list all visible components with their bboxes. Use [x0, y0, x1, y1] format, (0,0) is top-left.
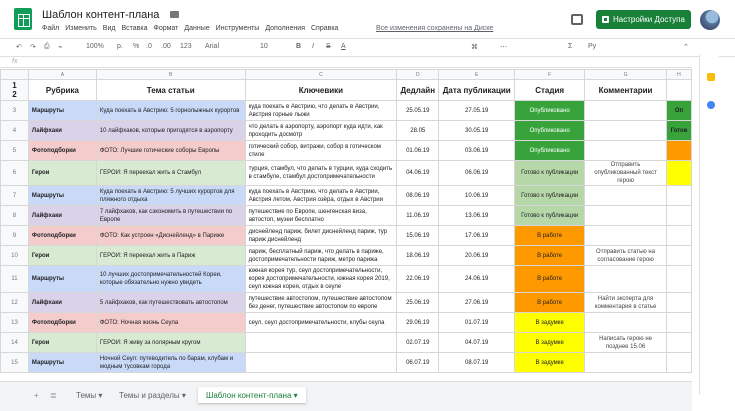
row-number-cell[interactable]: 6	[1, 161, 29, 186]
keywords-cell[interactable]: париж, бесплатный париж, что делать в париже, достопримечательности париж, метро парижа	[245, 246, 397, 266]
topic-cell[interactable]: Куда поехать в Австрию: 5 лучших курортов для пляжного отдыха	[96, 186, 245, 206]
share-button[interactable]	[596, 10, 691, 29]
row-number-cell[interactable]: 14	[1, 333, 29, 353]
stage-cell[interactable]: В задумке	[515, 333, 585, 353]
deadline-cell[interactable]: 25.06.19	[397, 293, 439, 313]
column-d-header[interactable]: D	[397, 70, 439, 80]
publication-date-cell[interactable]: 24.06.19	[439, 266, 515, 293]
zoom-select[interactable]: 100%	[86, 43, 104, 50]
topic-cell[interactable]: ФОТО: Лучшие готические соборы Европы	[96, 141, 245, 161]
add-sheet-icon[interactable]: +	[34, 390, 39, 400]
header-deadline[interactable]: Дедлайн	[397, 80, 439, 101]
overflow-cell[interactable]	[666, 266, 691, 293]
column-c-header[interactable]: C	[245, 70, 397, 80]
publication-date-cell[interactable]: 17.06.19	[439, 226, 515, 246]
sheets-logo-icon[interactable]	[14, 8, 32, 30]
rubric-cell[interactable]: Лайфхаки	[28, 121, 96, 141]
header-comments[interactable]: Комментарии	[585, 80, 667, 101]
table-body	[1, 101, 692, 373]
overflow-cell[interactable]	[666, 293, 691, 313]
table-row	[1, 206, 692, 226]
publication-date-cell[interactable]: 03.06.19	[439, 141, 515, 161]
menu-insert[interactable]: Вставка	[121, 25, 148, 32]
stage-cell[interactable]: Готово к публикации	[515, 186, 585, 206]
corner-cell[interactable]	[1, 70, 29, 80]
keep-icon[interactable]	[707, 73, 715, 81]
publication-date-cell[interactable]: 30.05.19	[439, 121, 515, 141]
rubric-cell[interactable]: Герои	[28, 246, 96, 266]
redo-icon[interactable]: ↷	[30, 44, 36, 51]
stage-cell[interactable]: В задумке	[515, 353, 585, 373]
menu-tools[interactable]: Инструменты	[215, 25, 260, 32]
rubric-cell[interactable]: Маршруты	[28, 186, 96, 206]
overflow-cell[interactable]	[666, 141, 691, 161]
topic-cell[interactable]: 7 лайфхаков, как сэкономить в путешествии по Европе	[96, 206, 245, 226]
row-number-cell[interactable]: 11	[1, 266, 29, 293]
menu-view[interactable]: Вид	[102, 25, 116, 32]
deadline-cell[interactable]: 25.05.19	[397, 101, 439, 121]
keywords-cell[interactable]	[245, 353, 397, 373]
decrease-decimal-button[interactable]: .0	[146, 43, 152, 50]
text-color-button[interactable]: A	[341, 43, 346, 50]
publication-date-cell[interactable]: 10.06.19	[439, 186, 515, 206]
comment-cell[interactable]: Отправить статью на согласование герою	[585, 246, 667, 266]
tab-themes-sections[interactable]: Темы и разделы ▾	[119, 390, 186, 400]
lock-icon	[602, 16, 609, 23]
side-panel	[699, 55, 719, 395]
column-b-header[interactable]: B	[96, 70, 245, 80]
keywords-cell[interactable]: диснейленд париж, билет диснейленд париж, тур париж диснейленд	[245, 226, 397, 246]
keywords-cell[interactable]: куда поехать в Австрию, что делать в Австрии, Австрия горные лыжи	[245, 101, 397, 121]
publication-date-cell[interactable]: 27.06.19	[439, 293, 515, 313]
menu-edit[interactable]: Изменить	[65, 25, 97, 32]
comment-cell[interactable]	[585, 186, 667, 206]
row-number-cell[interactable]: 3	[1, 101, 29, 121]
stage-cell[interactable]: В задумке	[515, 313, 585, 333]
comment-cell[interactable]	[585, 206, 667, 226]
tasks-icon[interactable]	[707, 101, 715, 109]
collapse-toolbar-icon[interactable]: ⌃	[683, 44, 689, 51]
overflow-cell[interactable]	[666, 333, 691, 353]
undo-icon[interactable]: ↶	[16, 44, 22, 51]
keywords-cell[interactable]: что делать в аэропорту, аэропорт куда идти, как проходить досмотр	[245, 121, 397, 141]
more-tools-icon[interactable]: ⋯	[500, 44, 507, 51]
currency-button[interactable]: р.	[117, 43, 123, 50]
column-a-header[interactable]: A	[28, 70, 96, 80]
sheet-table	[0, 69, 692, 373]
deadline-cell[interactable]: 28.05	[397, 121, 439, 141]
column-f-header[interactable]: F	[515, 70, 585, 80]
topic-cell[interactable]: Ночной Сеул: путеводитель по барам, клубам и модным тусовкам города	[96, 353, 245, 373]
table-row	[1, 161, 692, 186]
publication-date-cell[interactable]: 04.07.19	[439, 333, 515, 353]
rubric-cell[interactable]: Маршруты	[28, 101, 96, 121]
row-header-1[interactable]: 1 2	[1, 80, 29, 101]
comment-cell[interactable]	[585, 121, 667, 141]
rubric-cell[interactable]: Герои	[28, 161, 96, 186]
rubric-cell[interactable]: Герои	[28, 333, 96, 353]
all-sheets-icon[interactable]: ≣	[50, 390, 57, 400]
comment-cell[interactable]: Написать герою не позднее 15.06	[585, 333, 667, 353]
sheet-tabs-bar	[0, 381, 692, 411]
menu-file[interactable]: Файл	[42, 25, 60, 32]
comment-cell[interactable]	[585, 313, 667, 333]
tab-content-plan[interactable]: Шаблон контент-плана ▾	[198, 387, 306, 403]
keywords-cell[interactable]: путешествие по Европе, шенгенская виза, автостоп, музеи бесплатно	[245, 206, 397, 226]
deadline-cell[interactable]: 29.06.19	[397, 313, 439, 333]
empty-cell[interactable]	[666, 80, 691, 101]
table-row	[1, 353, 692, 373]
keywords-cell[interactable]: южная корея тур, сеул достопримечательности, корея достопримечательности, южная корея 2019, сеул южная корея, отдых в сеуле	[245, 266, 397, 293]
column-header-row	[1, 70, 692, 80]
avatar[interactable]	[700, 10, 720, 30]
table-row	[1, 313, 692, 333]
overflow-cell[interactable]	[666, 206, 691, 226]
stage-cell[interactable]: Опубликовано	[515, 121, 585, 141]
table-header-row	[1, 80, 692, 101]
topic-cell[interactable]: ГЕРОИ: Я живу за полярным кругом	[96, 333, 245, 353]
link-icon[interactable]: ⌘	[471, 44, 478, 51]
comment-cell[interactable]: Отправить опубликованный текст герою	[585, 161, 667, 186]
stage-cell[interactable]: Готово к публикации	[515, 206, 585, 226]
topic-cell[interactable]: 5 лайфхаков, как путешествовать автостопом	[96, 293, 245, 313]
column-g-header[interactable]: G	[585, 70, 667, 80]
comment-icon[interactable]	[571, 14, 583, 25]
header-keywords[interactable]: Ключевики	[245, 80, 397, 101]
paint-format-icon[interactable]: ⌁	[58, 44, 63, 51]
topic-cell[interactable]: ГЕРОИ: Я переехал жить в Стамбул	[96, 161, 245, 186]
stage-cell[interactable]: Опубликовано	[515, 141, 585, 161]
print-icon[interactable]: ⎙	[44, 43, 50, 50]
keywords-cell[interactable]: куда поехать в Австрию, что делать в Австрии, Австрия летом, Австрия озёра, отдых в Австрии	[245, 186, 397, 206]
rubric-cell[interactable]: Маршруты	[28, 266, 96, 293]
keywords-cell[interactable]: турция, стамбул, что делать в турции, куда сходить в стамбуле, стамбул достопримечательности	[245, 161, 397, 186]
stage-cell[interactable]: В работе	[515, 226, 585, 246]
header-publication-date[interactable]: Дата публикации	[439, 80, 515, 101]
row-number-cell[interactable]: 12	[1, 293, 29, 313]
menu-help[interactable]: Справка	[310, 25, 339, 32]
overflow-cell[interactable]	[666, 353, 691, 373]
publication-date-cell[interactable]: 13.06.19	[439, 206, 515, 226]
topic-cell[interactable]: 10 лайфхаков, которые пригодятся в аэропорту	[96, 121, 245, 141]
topic-cell[interactable]: ФОТО: Ночная жизнь Сеула	[96, 313, 245, 333]
tab-themes[interactable]: Темы ▾	[76, 390, 103, 400]
stage-cell[interactable]: В работе	[515, 246, 585, 266]
row-number-cell[interactable]: 8	[1, 206, 29, 226]
overflow-cell[interactable]	[666, 313, 691, 333]
overflow-cell[interactable]	[666, 186, 691, 206]
publication-date-cell[interactable]: 06.06.19	[439, 161, 515, 186]
input-tools-button[interactable]: Ру	[588, 43, 597, 50]
menu-bar	[42, 25, 338, 32]
deadline-cell[interactable]: 01.06.19	[397, 141, 439, 161]
topic-cell[interactable]: ФОТО: Как устроен «Диснейленд» в Париже	[96, 226, 245, 246]
header-stage[interactable]: Стадия	[515, 80, 585, 101]
title-bar	[0, 0, 735, 36]
comment-cell[interactable]: Найти эксперта для комментария в статье	[585, 293, 667, 313]
row-number-cell[interactable]: 13	[1, 313, 29, 333]
comment-cell[interactable]	[585, 101, 667, 121]
table-row	[1, 246, 692, 266]
comment-cell[interactable]	[585, 266, 667, 293]
publication-date-cell[interactable]: 20.06.19	[439, 246, 515, 266]
share-label: Настройки Доступа	[613, 15, 685, 24]
row-number-cell[interactable]: 4	[1, 121, 29, 141]
deadline-cell[interactable]: 06.07.19	[397, 353, 439, 373]
rubric-cell[interactable]: Маршруты	[28, 353, 96, 373]
increase-decimal-button[interactable]: .00	[161, 43, 171, 50]
toolbar	[0, 38, 735, 57]
table-row	[1, 121, 692, 141]
menu-data[interactable]: Данные	[184, 25, 210, 32]
header-topic[interactable]: Тема статьи	[96, 80, 245, 101]
comment-cell[interactable]	[585, 141, 667, 161]
deadline-cell[interactable]: 18.06.19	[397, 246, 439, 266]
row-number-cell[interactable]: 5	[1, 141, 29, 161]
font-size-select[interactable]: 10	[260, 43, 268, 50]
rubric-cell[interactable]: Лайфхаки	[28, 293, 96, 313]
comment-cell[interactable]	[585, 353, 667, 373]
stage-cell[interactable]: В работе	[515, 293, 585, 313]
keywords-cell[interactable]: путешествие автостопом, путешествие автостопом без денег, путешествие автостопом по европе	[245, 293, 397, 313]
deadline-cell[interactable]: 02.07.19	[397, 333, 439, 353]
row-number-cell[interactable]: 10	[1, 246, 29, 266]
strikethrough-button[interactable]: S	[326, 43, 331, 50]
publication-date-cell[interactable]: 01.07.19	[439, 313, 515, 333]
deadline-cell[interactable]: 04.06.19	[397, 161, 439, 186]
table-row	[1, 186, 692, 206]
overflow-cell[interactable]: Готов	[666, 121, 691, 141]
functions-button[interactable]: Σ	[568, 43, 573, 50]
document-title[interactable]: Шаблон контент-плана	[42, 9, 160, 21]
overflow-cell[interactable]: Оп	[666, 101, 691, 121]
stage-cell[interactable]: В работе	[515, 266, 585, 293]
menu-format[interactable]: Формат	[153, 25, 179, 32]
publication-date-cell[interactable]: 08.07.19	[439, 353, 515, 373]
stage-cell[interactable]: Готово к публикации	[515, 161, 585, 186]
row-number-cell[interactable]: 7	[1, 186, 29, 206]
font-select[interactable]: Arial	[205, 43, 220, 50]
formula-bar[interactable]	[0, 57, 692, 68]
keywords-cell[interactable]: сеул, сеул достопримечательности, клубы сеула	[245, 313, 397, 333]
rubric-cell[interactable]: Фотоподборки	[28, 141, 96, 161]
italic-button[interactable]: I	[312, 43, 314, 50]
rubric-cell[interactable]: Фотоподборки	[28, 226, 96, 246]
row-number-cell[interactable]: 9	[1, 226, 29, 246]
table-row	[1, 333, 692, 353]
overflow-cell[interactable]	[666, 161, 691, 186]
rubric-cell[interactable]: Лайфхаки	[28, 206, 96, 226]
spreadsheet-grid[interactable]	[0, 69, 692, 381]
deadline-cell[interactable]: 11.06.19	[397, 206, 439, 226]
table-row	[1, 266, 692, 293]
rubric-cell[interactable]: Фотоподборки	[28, 313, 96, 333]
topic-cell[interactable]: ГЕРОИ: Я переехал жить в Париж	[96, 246, 245, 266]
publication-date-cell[interactable]: 27.05.19	[439, 101, 515, 121]
folder-icon[interactable]	[170, 11, 179, 18]
overflow-cell[interactable]	[666, 226, 691, 246]
topic-cell[interactable]: 10 лучших достопримечательностей Кореи, которые обязательно нужно увидеть	[96, 266, 245, 293]
deadline-cell[interactable]: 22.06.19	[397, 266, 439, 293]
overflow-cell[interactable]	[666, 246, 691, 266]
percent-button[interactable]: %	[133, 43, 140, 50]
table-row	[1, 226, 692, 246]
row-number-cell[interactable]: 15	[1, 353, 29, 373]
deadline-cell[interactable]: 08.06.19	[397, 186, 439, 206]
column-e-header[interactable]: E	[439, 70, 515, 80]
keywords-cell[interactable]: готический собор, витражи, собор в готическом стиле	[245, 141, 397, 161]
stage-cell[interactable]: Опубликовано	[515, 101, 585, 121]
keywords-cell[interactable]	[245, 333, 397, 353]
table-row	[1, 293, 692, 313]
comment-cell[interactable]	[585, 226, 667, 246]
table-row	[1, 141, 692, 161]
column-h-header[interactable]: H	[666, 70, 691, 80]
topic-cell[interactable]: Куда поехать в Австрию: 5 горнолыжных курортов	[96, 101, 245, 121]
header-rubric[interactable]: Рубрика	[28, 80, 96, 101]
bold-button[interactable]: B	[296, 43, 302, 50]
saved-status-link[interactable]: Все изменения сохранены на Диске	[376, 25, 494, 32]
deadline-cell[interactable]: 15.06.19	[397, 226, 439, 246]
table-row	[1, 101, 692, 121]
number-format-button[interactable]: 123	[180, 43, 192, 50]
menu-addons[interactable]: Дополнения	[265, 25, 305, 32]
formula-icon: fx	[12, 58, 18, 65]
